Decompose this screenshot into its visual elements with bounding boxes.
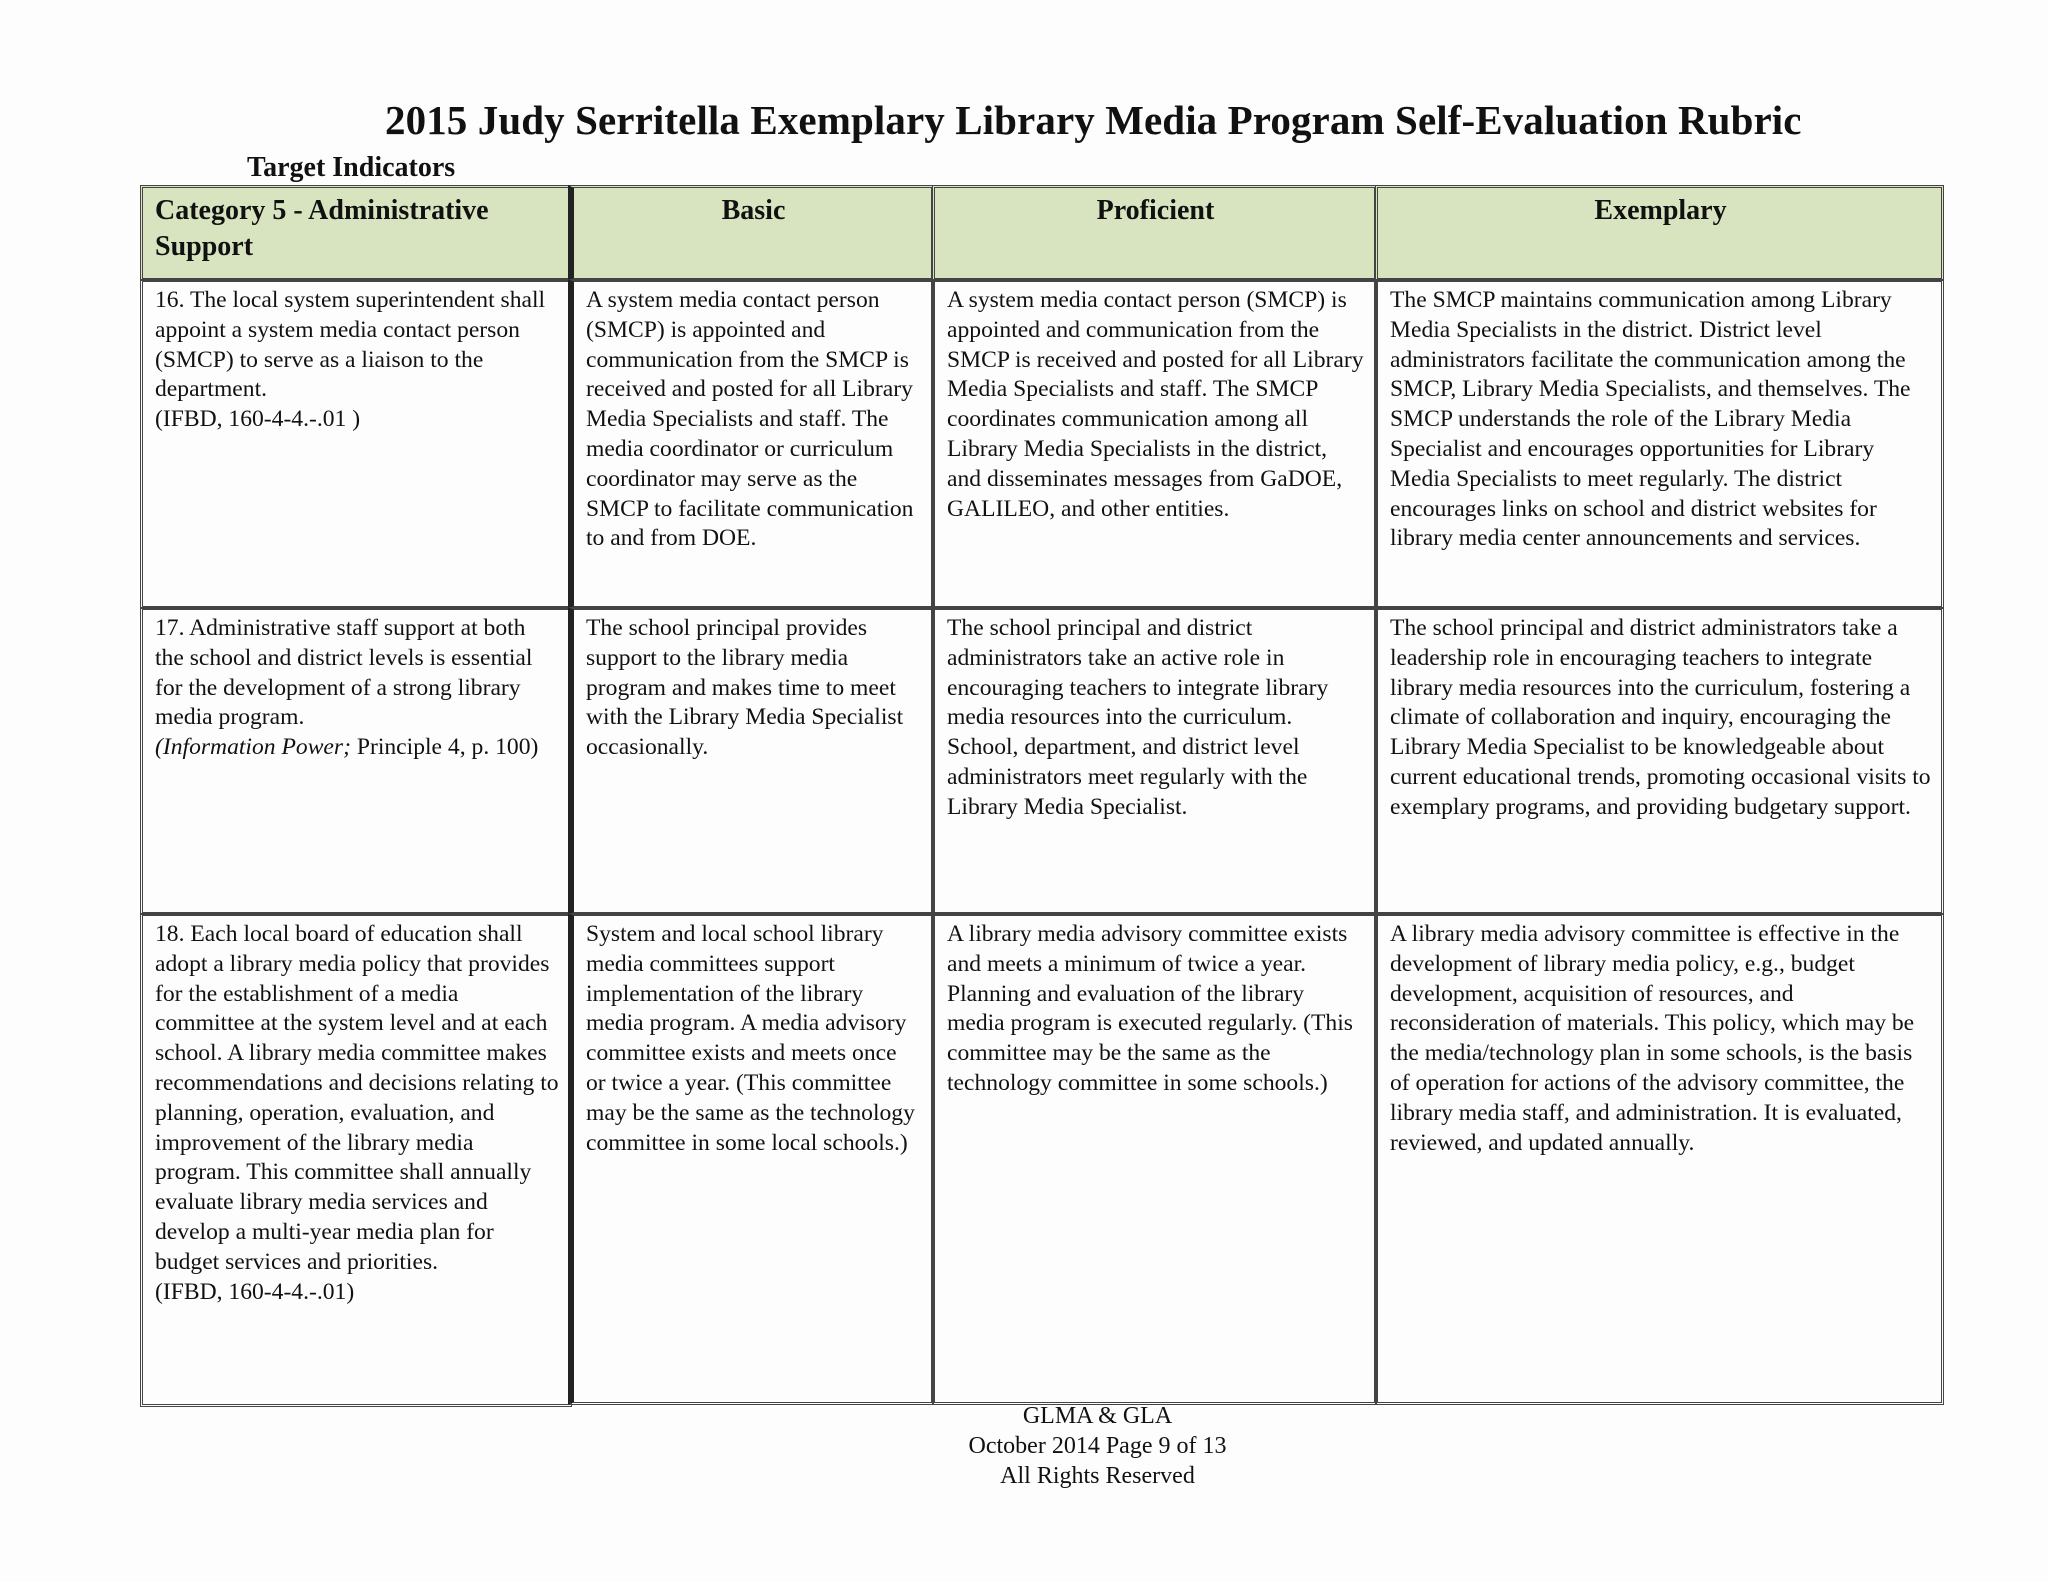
rubric-table (140, 185, 1944, 1405)
exemplary-cell: A library media advisory committee is effective in the development of library media policy, e.g., budget development, acquisition of resources, and reconsideration of materials. This policy, which may be the media/technology plan in some schools, is the basis of operation for actions of the advisory committee, the library media staff, and administration. It is evaluated, reviewed, and updated annually. (1375, 913, 1944, 1405)
header-exemplary: Exemplary (1375, 185, 1944, 281)
table-row-indicator (140, 607, 572, 915)
exemplary-cell: The school principal and district administrators take a leadership role in encouraging teachers to integrate library media resources into the curriculum, fostering a climate of collaboration and inquiry, encouraging the Library Media Specialist to be knowledgeable about current educational trends, promoting occasional visits to exemplary programs, and providing budgetary support. (1375, 607, 1944, 915)
exemplary-cell: The SMCP maintains communication among Library Media Specialists in the district. District level administrators facilitate the communication among the SMCP, Library Media Specialists, and themselves. The SMCP understands the role of the Library Media Specialist and encourages opportunities for Library Media Specialists to meet regularly. The district encourages links on school and district websites for library media center announcements and services. (1375, 279, 1944, 609)
basic-cell: The school principal provides support to the library media program and makes time to meet with the Library Media Specialist occasionally. (568, 607, 934, 915)
indicator-reference: (IFBD, 160-4-4.-.01 ) (155, 406, 361, 433)
proficient-cell: A system media contact person (SMCP) is appointed and communication from the SMCP is received and posted for all Library Media Specialists and staff. The SMCP coordinates communication among all Library Media Specialists in the district, and disseminates messages from GaDOE, GALILEO, and other entities. (932, 279, 1377, 609)
indicator-reference-italic: (Information Power; (155, 734, 351, 761)
indicator-text: 18. Each local board of education shall adopt a library media policy that provides for the establishment of a media committee at the system level and at each school. A library media committee makes recommendations and decisions relating to planning, operation, evaluation, and improvement of the library media program. This committee shall annually evaluate library media services and develop a multi-year media plan for budget services and priorities. (155, 921, 559, 1275)
indicator-reference: Principle 4, p. 100) (350, 734, 539, 761)
indicator-reference: (IFBD, 160-4-4.-.01) (155, 1278, 355, 1305)
footer-rights: All Rights Reserved (1000, 1463, 1195, 1489)
table-row-indicator (140, 279, 572, 609)
table-row-indicator (140, 913, 572, 1407)
section-subtitle: Target Indicators (247, 152, 456, 183)
header-proficient: Proficient (932, 185, 1377, 281)
indicator-text: 16. The local system superintendent shall appoint a system media contact person (SMCP) to serve as a liaison to the department. (155, 287, 546, 403)
basic-cell: System and local school library media committees support implementation of the library media program. A media advisory committee exists and meets once or twice a year. (This committee may be the same as the technology committee in some local schools.) (568, 913, 934, 1405)
indicator-text: 17. Administrative staff support at both the school and district levels is essential for the development of a strong library media program. (155, 615, 533, 731)
header-basic: Basic (568, 185, 934, 281)
basic-cell: A system media contact person (SMCP) is appointed and communication from the SMCP is received and posted for all Library Media Specialists and staff. The media coordinator or curriculum coordinator may serve as the SMCP to facilitate communication to and from DOE. (568, 279, 934, 609)
proficient-cell: A library media advisory committee exists and meets a minimum of twice a year. Planning and evaluation of the library media program is executed regularly. (This committee may be the same as the technology committee in some schools.) (932, 913, 1377, 1405)
header-category: Category 5 - Administrative Support (140, 185, 572, 281)
page-footer (0, 1401, 2048, 1491)
footer-date-page: October 2014 Page 9 of 13 (968, 1433, 1227, 1459)
page-title: 2015 Judy Serritella Exemplary Library Media Program Self-Evaluation Rubric (385, 97, 1802, 143)
footer-organization: GLMA & GLA (1022, 1403, 1173, 1429)
proficient-cell: The school principal and district administrators take an active role in encouraging teachers to integrate library media resources into the curriculum. School, department, and district level administrators meet regularly with the Library Media Specialist. (932, 607, 1377, 915)
